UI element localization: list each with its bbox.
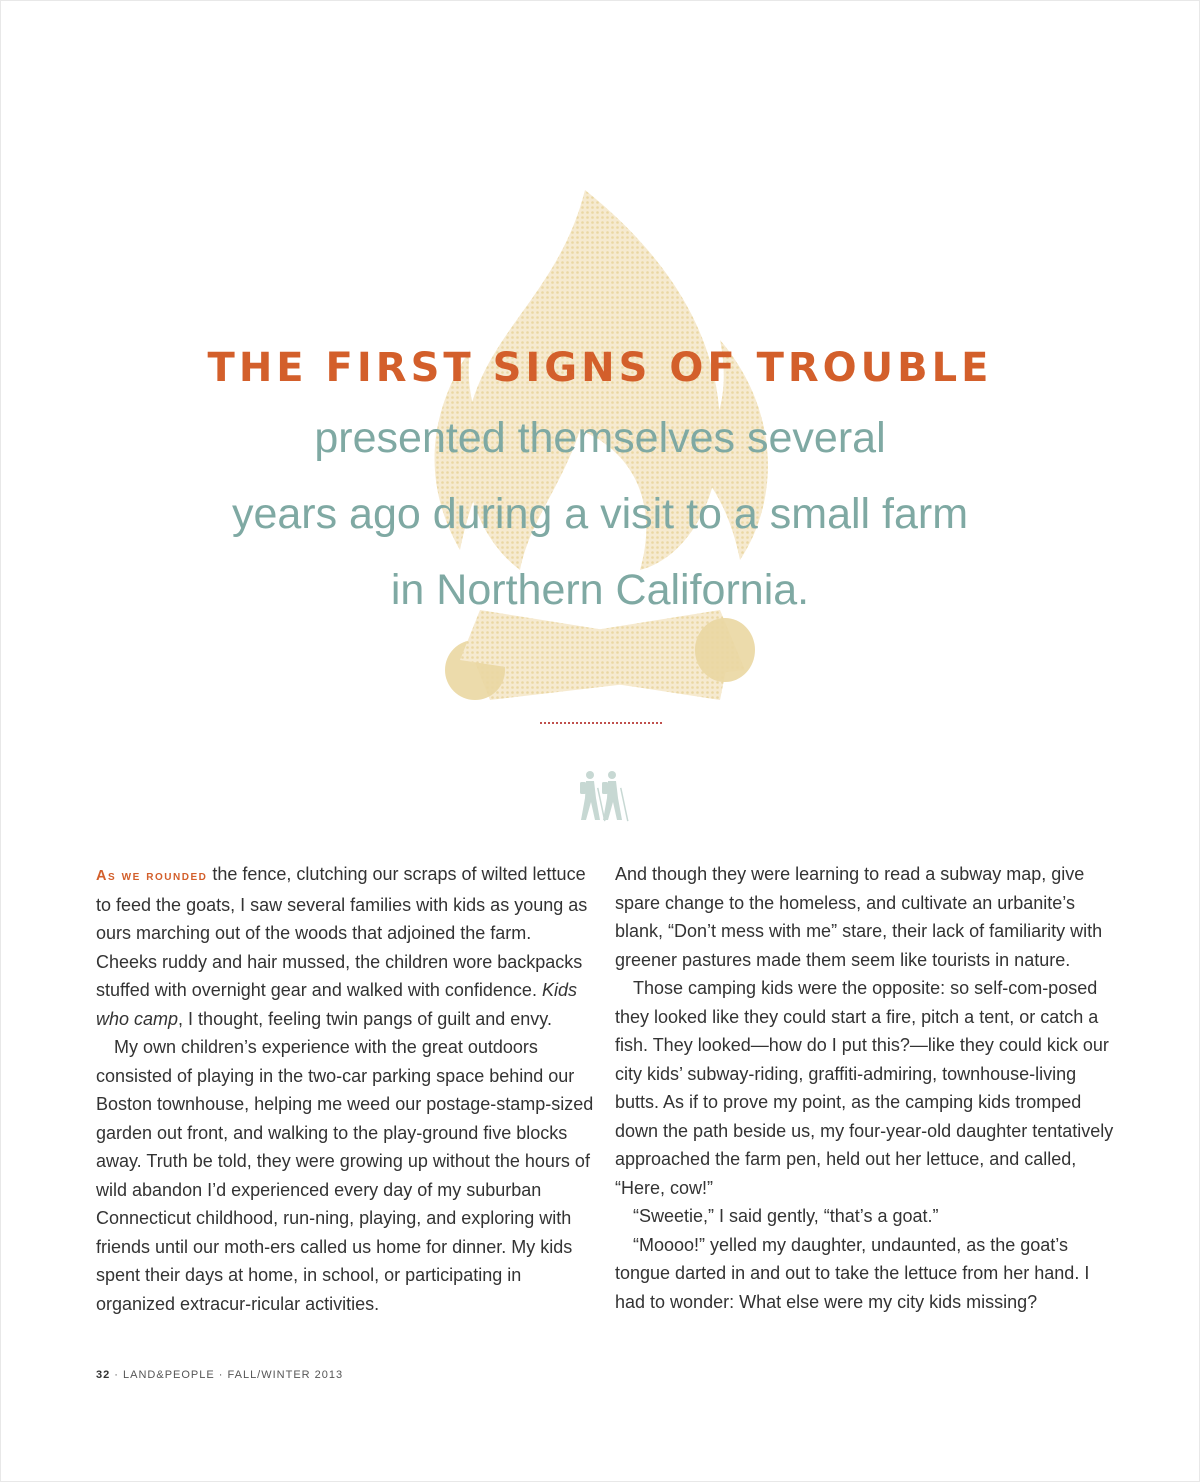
paragraph: “Sweetie,” I said gently, “that’s a goat.” bbox=[633, 1206, 939, 1226]
text-run: , I thought, feeling twin pangs of guilt and envy. bbox=[178, 1008, 552, 1029]
text-run: the fence, clutching our scraps of wilted lettuce to feed the goats, I saw several families with kids as young as ours marching out of the woods that adjoined the farm. Cheeks ruddy and hair mussed, the children wore backpacks stuffed with overnight gear and walked with confidence. bbox=[96, 864, 588, 1000]
paragraph: And though they were learning to read a subway map, give spare change to the homeless, and cultivate an urbanite’s blank, “Don’t mess with me” stare, their lack of familiarity with greener pastures made them seem like tourists in nature. bbox=[615, 864, 1103, 970]
publication-info: · LAND&PEOPLE · FALL/WINTER 2013 bbox=[110, 1369, 344, 1381]
paragraph bbox=[96, 860, 596, 1033]
page-footer bbox=[96, 1369, 343, 1381]
headline: THE FIRST SIGNS OF TROUBLE bbox=[207, 345, 993, 391]
paragraph: Those camping kids were the opposite: so self-com-posed they looked like they could start a fire, pitch a tent, or catch a fish. They looked—how do I put this?—like they could kick our city kids’ subway-riding, graffiti-admiring, townhouse-living butts. As if to prove my point, as the camping kids tromped down the path beside us, my four-year-old daughter tentatively approached the farm pen, held out her lettuce, and called, “Here, cow!” bbox=[615, 978, 1114, 1198]
body-column-right bbox=[615, 860, 1115, 1316]
emphasis: Kids who camp bbox=[96, 980, 577, 1029]
subhead bbox=[0, 400, 1200, 628]
paragraph: “Moooo!” yelled my daughter, undaunted, as the goat’s tongue darted in and out to take the lettuce from her hand. I had to wonder: What else were my city kids missing? bbox=[615, 1234, 1090, 1312]
subhead-line-3: in Northern California. bbox=[390, 566, 810, 614]
body-column-left bbox=[96, 860, 596, 1318]
paragraph: My own children’s experience with the great outdoors consisted of playing in the two-car parking space behind our Boston townhouse, helping me weed our postage-stamp-sized garden out front, and walking to the play-ground five blocks away. Truth be told, they were growing up without the hours of wild abandon I’d experienced every day of my suburban Connecticut childhood, run-ning, playing, and exploring with friends until our moth-ers called us home for dinner. My kids spent their days at home, in school, or participating in organized extracur-ricular activities. bbox=[96, 1037, 594, 1314]
subhead-line-1: presented themselves several bbox=[314, 414, 886, 462]
dotted-divider bbox=[540, 722, 662, 724]
lead-in: As we rounded bbox=[96, 868, 208, 884]
subhead-line-2: years ago during a visit to a small farm bbox=[231, 490, 969, 538]
hikers-icon bbox=[570, 768, 630, 822]
page-number: 32 bbox=[96, 1369, 111, 1381]
